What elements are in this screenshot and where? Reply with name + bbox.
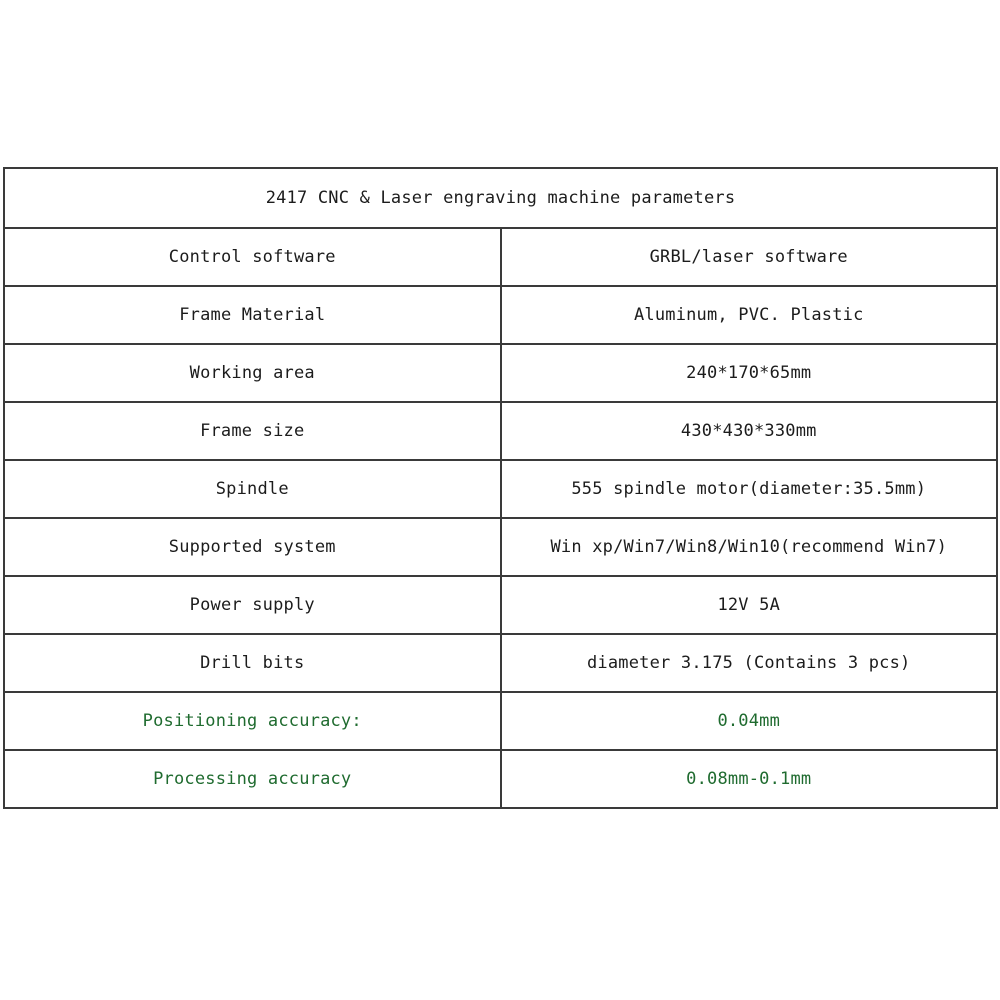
- param-label: Drill bits: [4, 634, 501, 692]
- table-row: [4, 692, 997, 750]
- param-value: 12V 5A: [501, 576, 998, 634]
- table-row: [4, 750, 997, 808]
- spec-table: [3, 167, 998, 809]
- table-title: 2417 CNC & Laser engraving machine parameters: [4, 168, 997, 228]
- param-value: diameter 3.175 (Contains 3 pcs): [501, 634, 998, 692]
- table-row: [4, 576, 997, 634]
- table-row: [4, 344, 997, 402]
- param-value: 240*170*65mm: [501, 344, 998, 402]
- param-value: GRBL/laser software: [501, 228, 998, 286]
- param-value: Aluminum, PVC. Plastic: [501, 286, 998, 344]
- param-value: Win xp/Win7/Win8/Win10(recommend Win7): [501, 518, 998, 576]
- table-title-row: [4, 168, 997, 228]
- table-row: [4, 634, 997, 692]
- param-label: Positioning accuracy:: [4, 692, 501, 750]
- param-label: Frame Material: [4, 286, 501, 344]
- param-label: Spindle: [4, 460, 501, 518]
- param-label: Processing accuracy: [4, 750, 501, 808]
- param-value: 555 spindle motor(diameter:35.5mm): [501, 460, 998, 518]
- param-label: Working area: [4, 344, 501, 402]
- param-label: Control software: [4, 228, 501, 286]
- param-label: Frame size: [4, 402, 501, 460]
- param-label: Supported system: [4, 518, 501, 576]
- table-row: [4, 460, 997, 518]
- param-value: 0.08mm-0.1mm: [501, 750, 998, 808]
- table-row: [4, 286, 997, 344]
- param-value: 430*430*330mm: [501, 402, 998, 460]
- param-value: 0.04mm: [501, 692, 998, 750]
- table-row: [4, 518, 997, 576]
- table-row: [4, 228, 997, 286]
- table-row: [4, 402, 997, 460]
- param-label: Power supply: [4, 576, 501, 634]
